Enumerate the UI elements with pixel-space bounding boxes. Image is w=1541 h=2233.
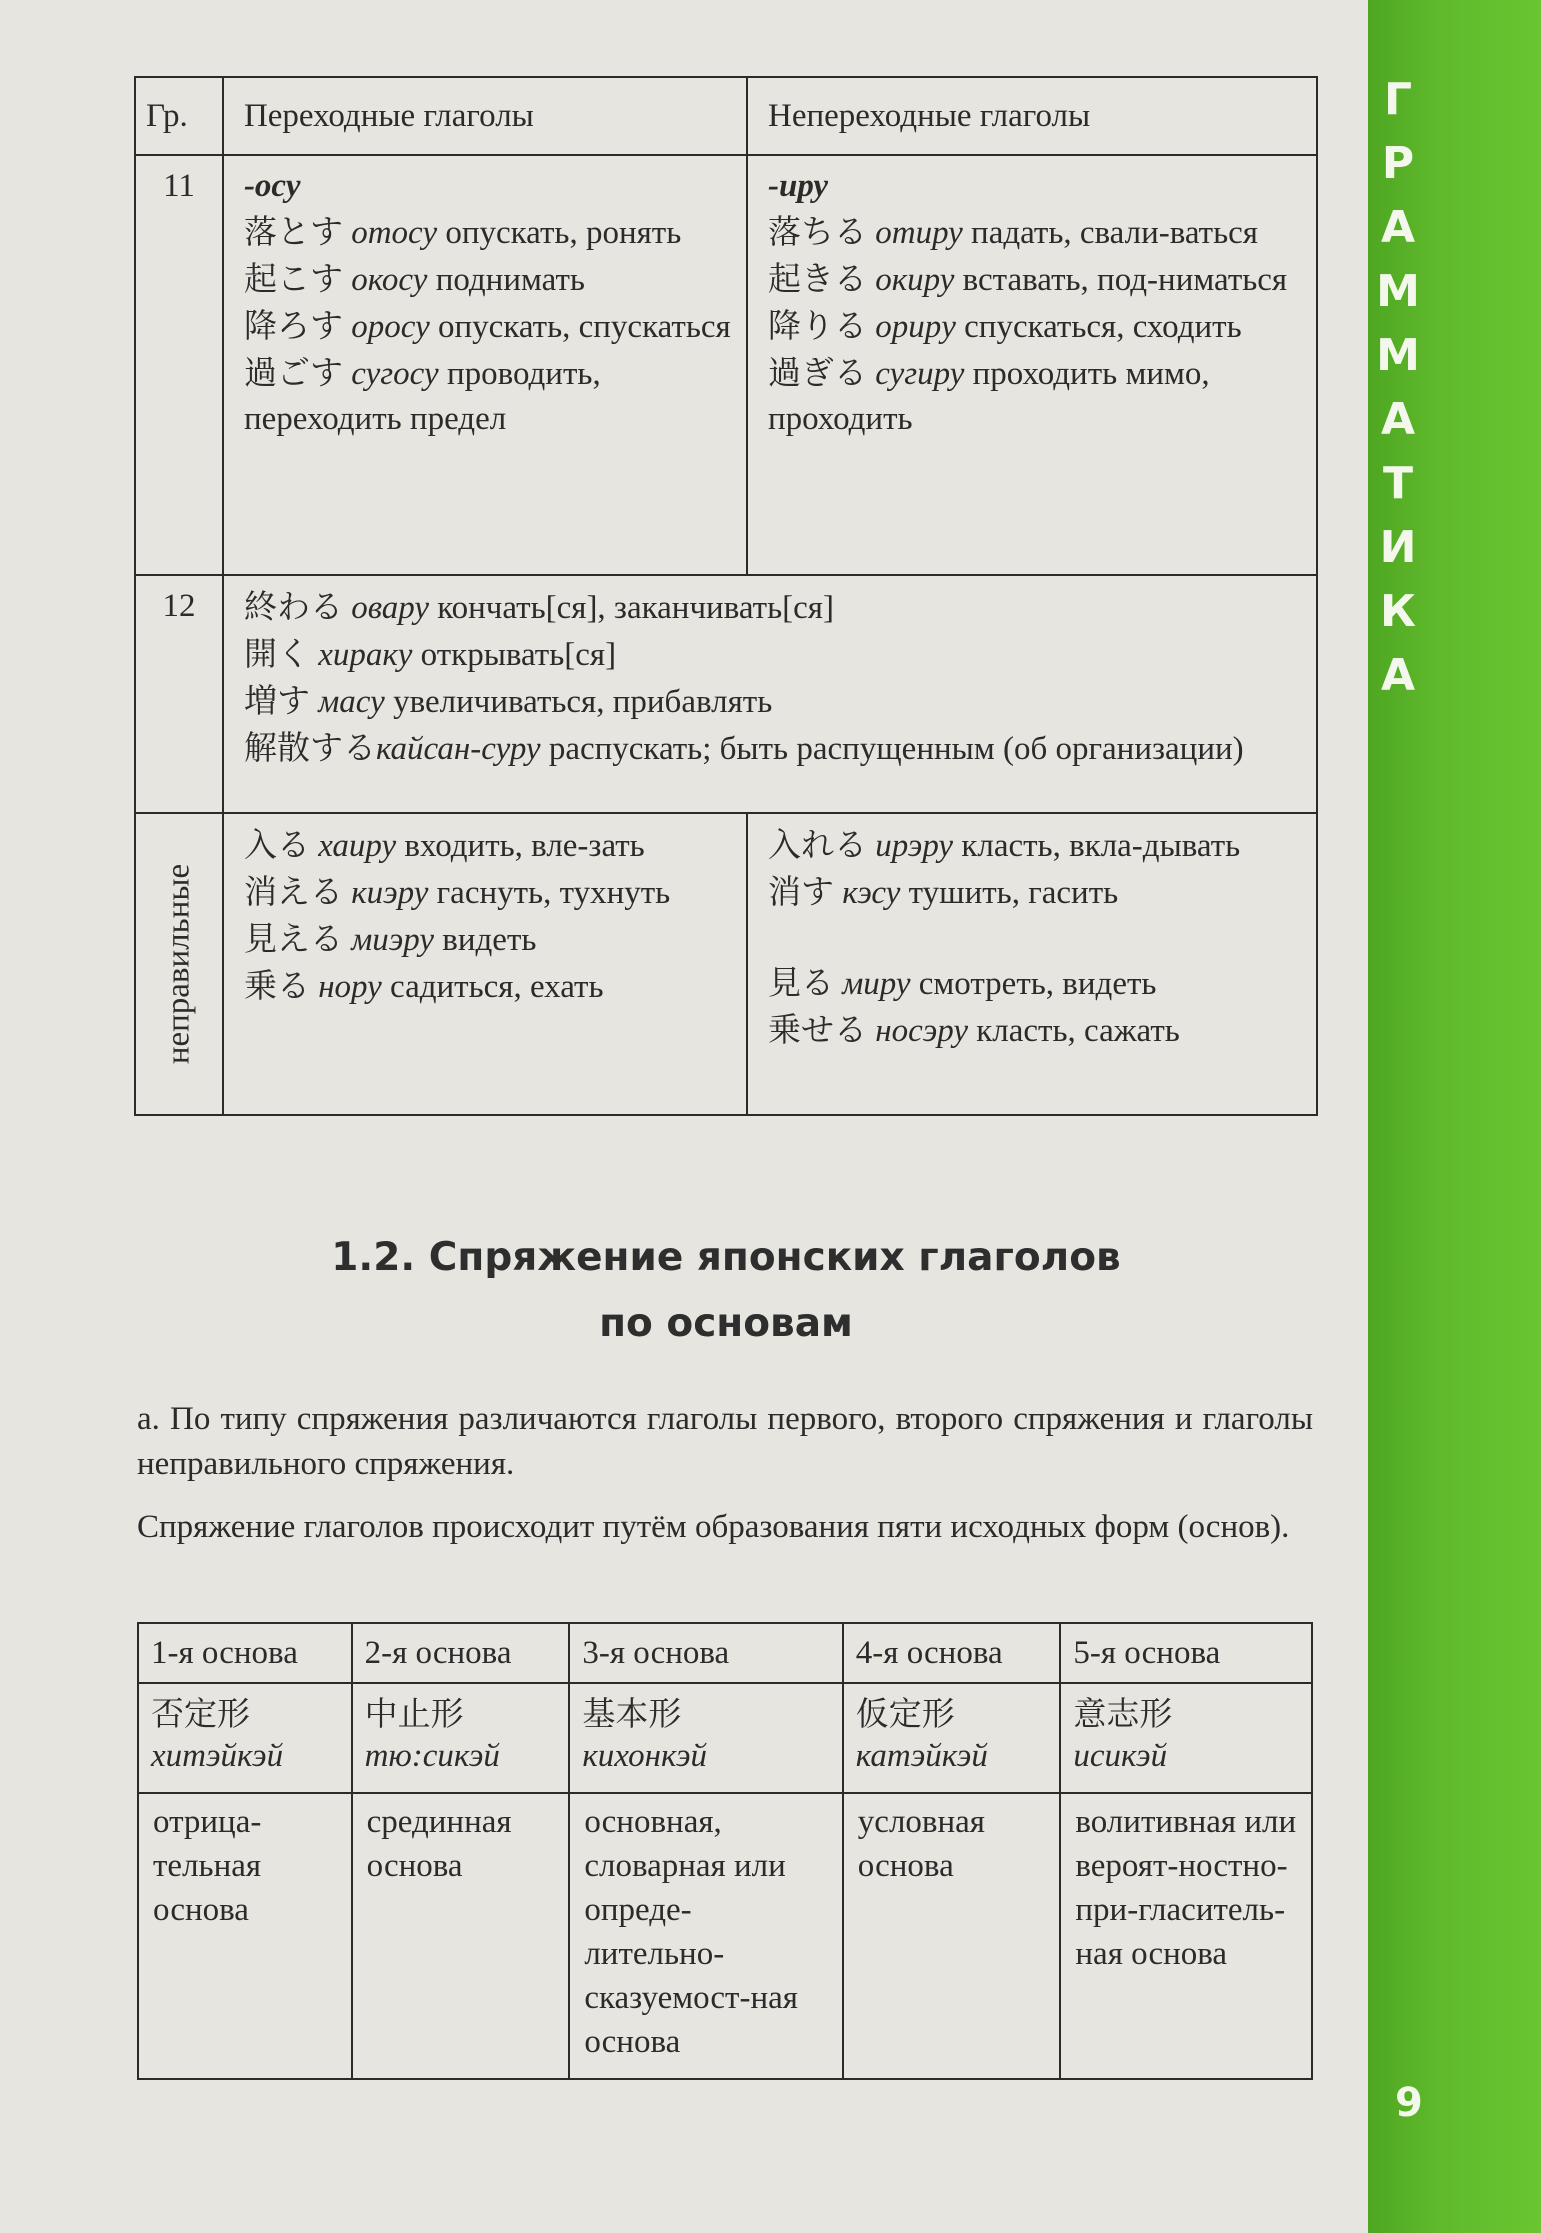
side-tab-letter: М (1376, 330, 1420, 381)
verb-entry (244, 303, 736, 350)
verb-entry (768, 960, 1306, 1007)
verb-transcription: миэру (351, 922, 435, 958)
verb-kanji: 降りる (767, 306, 867, 345)
stem-description: срединная основа (352, 1793, 570, 2079)
stem-kanji: 否定形 (151, 1694, 250, 1733)
verb-transcription: сугосу (351, 356, 439, 392)
verb-kanji: 起こす (243, 259, 343, 298)
verb-transcription: миру (842, 966, 911, 1002)
irregular-label: неправильные (160, 863, 197, 1065)
stem-header: 3-я основа (569, 1623, 842, 1683)
verb-transcription: кайсан-суру (375, 731, 541, 767)
group-12-cell (223, 575, 1317, 813)
verb-kanji: 見える (243, 919, 343, 958)
group-12-row (135, 575, 1317, 813)
paragraph-2: Спряжение глаголов происходит путём образования пяти исходных форм (основ). (137, 1509, 1290, 1545)
stem-description: отрица-тельная основа (138, 1793, 352, 2079)
verb-kanji: 降ろす (243, 306, 343, 345)
verb-entry (768, 303, 1306, 350)
suffix-label: -осу (243, 168, 301, 204)
grammar-side-tab (1368, 0, 1541, 2233)
verb-kanji: 乗せる (767, 1010, 867, 1049)
stem-header: 1-я основа (138, 1623, 352, 1683)
side-tab-letters (1368, 68, 1428, 708)
side-tab-letter: А (1380, 650, 1416, 701)
verb-transcription: отосу (351, 215, 438, 251)
verb-transcription: окосу (351, 262, 428, 298)
side-tab-letter: М (1376, 266, 1420, 317)
verb-kanji: 乗る (243, 966, 310, 1005)
verb-meaning: опускать, спускаться (438, 309, 731, 345)
verb-transcription: хаиру (318, 828, 397, 864)
verb-entry (768, 869, 1306, 916)
verb-kanji: 入る (243, 825, 310, 864)
page-number: 9 (1395, 2080, 1423, 2126)
stem-term (569, 1683, 842, 1793)
side-tab-letter: Р (1381, 138, 1415, 189)
verb-kanji: 落ちる (767, 212, 867, 251)
verb-transcription: хираку (318, 637, 413, 673)
verb-meaning: класть, вкла-дывать (961, 828, 1241, 864)
section-title (134, 1225, 1318, 1357)
verb-meaning: тушить, гасить (908, 875, 1119, 911)
section-title-line-2: по основам (599, 1301, 853, 1346)
verb-meaning: входить, вле-зать (404, 828, 645, 864)
irregular-row (135, 813, 1317, 1115)
verb-kanji: 落とす (243, 212, 343, 251)
verb-kanji: 見る (767, 963, 834, 1002)
verb-transcription: нору (318, 969, 382, 1005)
verb-entry (244, 209, 736, 256)
stem-transcription: хитэйкэй (151, 1738, 284, 1774)
verb-transcription: кэсу (842, 875, 901, 911)
verb-kanji: 開く (243, 634, 310, 673)
verb-transcription: отиру (875, 215, 963, 251)
verb-meaning: вставать, под-ниматься (962, 262, 1288, 298)
verb-transcription: ирэру (875, 828, 954, 864)
verb-kanji: 過ぎる (767, 353, 867, 392)
stem-kanji: 基本形 (582, 1694, 682, 1733)
group-12-label: 12 (135, 575, 223, 813)
verb-meaning: падать, свали-ваться (971, 215, 1258, 251)
side-tab-letter: А (1380, 394, 1416, 445)
verb-transcription: оросу (351, 309, 430, 345)
verb-meaning: опускать, ронять (445, 215, 682, 251)
verb-meaning: спускаться, сходить (964, 309, 1242, 345)
verb-entry (768, 822, 1306, 869)
verb-kanji: 解散する (243, 728, 376, 767)
verb-pairs-table (134, 76, 1318, 1116)
verb-kanji: 入れる (767, 825, 867, 864)
verb-transcription: овару (351, 590, 429, 626)
verb-entry (768, 209, 1306, 256)
verb-meaning: кончать[ся], заканчивать[ся] (437, 590, 834, 626)
stem-transcription: кихонкэй (582, 1738, 708, 1774)
group-11-label: 11 (135, 155, 223, 575)
verb-entry (244, 350, 736, 442)
verb-entry (244, 584, 1306, 631)
stems-term-row (138, 1683, 1312, 1793)
verb-entry (244, 631, 1306, 678)
side-tab-letter: А (1380, 202, 1416, 253)
stems-header-row (138, 1623, 1312, 1683)
paragraph-1: а. По типу спряжения различаются глаголы первого, второго спряжения и глаголы неправильного спряжения. (137, 1401, 1313, 1482)
verb-meaning: садиться, ехать (390, 969, 604, 1005)
verb-entry (244, 822, 736, 869)
verb-entry (768, 350, 1306, 442)
verb-meaning: гаснуть, тухнуть (436, 875, 671, 911)
stem-header: 5-я основа (1060, 1623, 1312, 1683)
verb-transcription: окиру (875, 262, 955, 298)
verb-meaning: проводить, переходить предел (243, 356, 601, 437)
verb-entry (244, 256, 736, 303)
stems-description-row (138, 1793, 1312, 2079)
verb-meaning: распускать; быть распущенным (об организации) (548, 731, 1244, 767)
verb-stems-table (137, 1622, 1313, 2080)
stem-transcription: катэйкэй (855, 1738, 988, 1774)
verb-transcription: сугиру (875, 356, 965, 392)
section-title-line-1: 1.2. Спряжение японских глаголов (331, 1235, 1121, 1280)
verb-kanji: 過ごす (243, 353, 343, 392)
irregular-label-cell (135, 813, 223, 1115)
header-group: Гр. (135, 77, 223, 155)
header-transitive: Переходные глаголы (223, 77, 747, 155)
verb-entry (244, 678, 1306, 725)
stem-header: 2-я основа (352, 1623, 570, 1683)
stem-header: 4-я основа (843, 1623, 1061, 1683)
side-tab-letter: К (1380, 586, 1416, 637)
stem-description: волитивная или вероят-ностно-при-гласитель-ная основа (1060, 1793, 1312, 2079)
side-tab-letter: И (1379, 522, 1417, 573)
verb-transcription: масу (318, 684, 385, 720)
stem-term (138, 1683, 352, 1793)
verb-meaning: открывать[ся] (420, 637, 617, 673)
verb-kanji: 増す (243, 681, 310, 720)
stem-term (1060, 1683, 1312, 1793)
verb-kanji: 消える (243, 872, 343, 911)
verb-transcription: орирy (875, 309, 956, 345)
verb-transcription: киэру (351, 875, 429, 911)
verb-meaning: проходить мимо, проходить (767, 356, 1210, 437)
stem-description: условная основа (843, 1793, 1061, 2079)
verb-meaning: увеличиваться, прибавлять (393, 684, 773, 720)
verb-kanji: 消す (767, 872, 834, 911)
side-tab-letter: Г (1383, 74, 1413, 125)
verb-entry (244, 869, 736, 916)
verb-meaning: поднимать (435, 262, 585, 298)
group-11-intransitive-cell (747, 155, 1317, 575)
verb-meaning: класть, сажать (976, 1013, 1180, 1049)
irregular-transitive-cell (223, 813, 747, 1115)
stem-transcription: исикэй (1073, 1738, 1168, 1774)
group-11-transitive-cell (223, 155, 747, 575)
group-11-row (135, 155, 1317, 575)
verb-entry (244, 725, 1306, 772)
verb-entry (244, 916, 736, 963)
stem-term (352, 1683, 570, 1793)
irregular-intransitive-cell (747, 813, 1317, 1115)
verb-entry (244, 963, 736, 1010)
stem-kanji: 仮定形 (855, 1694, 955, 1733)
verb-meaning: смотреть, видеть (918, 966, 1157, 1002)
verb-meaning: видеть (442, 922, 537, 958)
header-intransitive: Непереходные глаголы (747, 77, 1317, 155)
stem-transcription: тю:сикэй (364, 1738, 500, 1774)
verb-kanji: 終わる (243, 587, 343, 626)
side-tab-letter: Т (1382, 458, 1413, 509)
verb-transcription: носэру (875, 1013, 969, 1049)
stem-kanji: 中止形 (364, 1694, 464, 1733)
verb-kanji: 起きる (767, 259, 867, 298)
stem-term (843, 1683, 1061, 1793)
stem-kanji: 意志形 (1073, 1694, 1173, 1733)
spacer (768, 916, 1306, 960)
verb-table-header-row (135, 77, 1317, 155)
stem-description: основная, словарная или опреде-лительно-сказуемост-ная основа (569, 1793, 842, 2079)
suffix-label: -иру (767, 168, 829, 204)
verb-entry (768, 256, 1306, 303)
verb-entry (768, 1007, 1306, 1054)
